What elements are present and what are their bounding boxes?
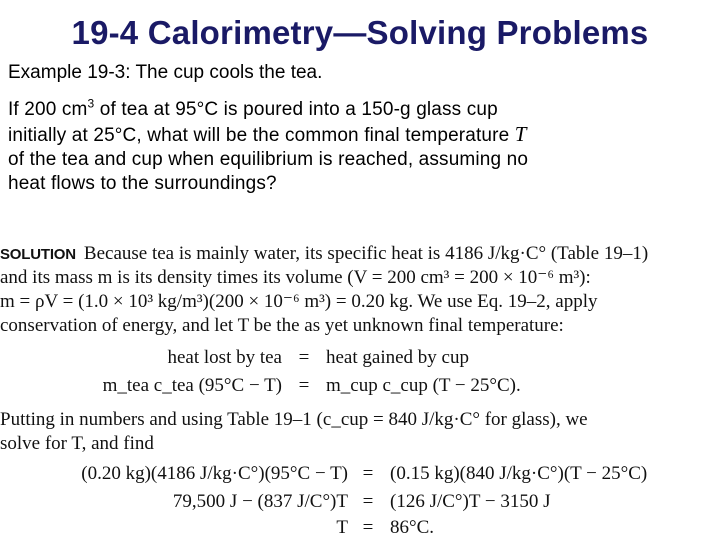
problem-statement [8,98,713,196]
example-subtitle: Example 19-3: The cup cools the tea. [8,62,323,83]
problem-line-3: of the tea and cup when equilibrium is reached, assuming no [8,149,529,170]
problem-line-2: initially at 25°C, what will be the common final temperature T [8,122,527,146]
problem-line-4: heat flows to the surroundings? [8,173,277,194]
solution-heading: SOLUTION [0,246,76,263]
solution-line-5: Putting in numbers and using Table 19–1 (c_cup = 840 J/kg·C° for glass), we [0,409,588,430]
solution-line-3: m = ρV = (1.0 × 10³ kg/m³)(200 × 10⁻⁶ m³) = 0.20 kg. We use Eq. 19–2, apply [0,291,598,312]
equation-numeric-substitution: (0.20 kg)(4186 J/kg·C°)(95°C − T) = (0.15 kg)(840 J/kg·C°)(T − 25°C) [81,463,648,484]
problem-line-1: If 200 $cm^3$ of tea at 95°C is poured into a 150-g glass cup [8,96,498,120]
solution-line-2: and its mass m is its density times its volume (V = 200 cm³ = 200 × 10⁻⁶ m³): [0,267,591,288]
slide-title: 19-4 Calorimetry—Solving Problems [71,14,649,51]
equation-simplified: 79,500 J − (837 J/C°)T = (126 J/C°)T − 3150 J [172,491,551,512]
solution-line-1: SOLUTION Because tea is mainly water, its specific heat is 4186 J/kg·C° (Table 19–1) [0,243,649,264]
solution-line-4: conservation of energy, and let T be the as yet unknown final temperature: [0,315,564,336]
equation-energy-balance-symbols: m_tea c_tea (95°C − T) = m_cup c_cup (T − 25°C). [102,375,521,396]
equation-final-temperature: T = 86°C. [336,517,435,538]
solution-line-6: solve for T, and find [0,433,154,454]
equation-energy-balance-words: heat lost by tea = heat gained by cup [167,347,469,368]
